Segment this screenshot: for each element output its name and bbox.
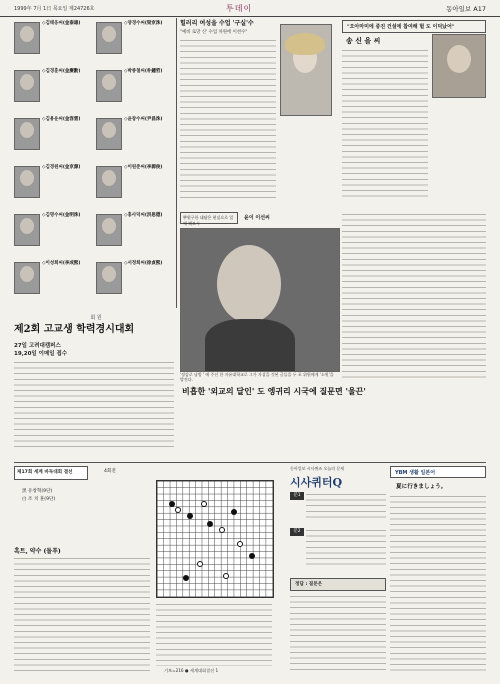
right-column-text bbox=[342, 212, 486, 380]
profile-photo bbox=[96, 166, 122, 198]
profile-card bbox=[96, 260, 172, 306]
profile-photo bbox=[14, 262, 40, 294]
interview-body bbox=[342, 48, 428, 198]
profile-name: ◇홍사덕씨(洪思德) bbox=[124, 213, 163, 218]
profile-card bbox=[96, 164, 172, 210]
profile-card bbox=[96, 116, 172, 162]
profile-name: ◇서정희씨(徐貞熙) bbox=[124, 261, 163, 266]
quiz-body bbox=[290, 594, 386, 674]
go-board bbox=[156, 480, 274, 598]
profile-photo bbox=[14, 70, 40, 102]
baduk-player-white: 白 조 치 훈(9단) bbox=[22, 497, 56, 502]
profile-photo bbox=[14, 166, 40, 198]
interviewee-photo bbox=[432, 34, 486, 98]
white-stone bbox=[223, 573, 229, 579]
quiz-q2-label: 문2 bbox=[290, 528, 304, 536]
exam-subline: 19,20일 이메일 접수 bbox=[14, 351, 68, 357]
quiz-q1-text bbox=[306, 492, 386, 522]
profile-name: ◇이성희씨(李成熙) bbox=[42, 261, 81, 266]
header-date: 1999年 7月 1日 목요일 제24726호 bbox=[14, 6, 95, 12]
profile-card bbox=[14, 260, 90, 306]
column-rule bbox=[176, 18, 177, 308]
black-stone bbox=[231, 509, 237, 515]
profile-name: ◇김용운씨(金容雲) bbox=[42, 117, 81, 122]
editorial-tag-left: 뿌원구한 대답은 현실으로 일에 해보시 bbox=[183, 215, 234, 226]
profile-card bbox=[14, 68, 90, 114]
profile-photo bbox=[96, 262, 122, 294]
profile-name: ◇이원준씨(李源俊) bbox=[124, 165, 163, 170]
quiz-answer-box bbox=[290, 578, 386, 591]
white-stone bbox=[219, 527, 225, 533]
article-body bbox=[180, 38, 276, 198]
baduk-round: 4회전 bbox=[104, 469, 116, 474]
feature-headline: 비흡한 '외교의 달인' 도 엥귀리 시국에 질문면 '울끈' bbox=[182, 386, 366, 396]
profile-name: ◇윤창수씨(尹昌洙) bbox=[124, 117, 163, 122]
profile-photo bbox=[96, 22, 122, 54]
feature-photo bbox=[180, 228, 340, 372]
profile-name: ◇박종철씨(朴鍾哲) bbox=[124, 69, 163, 74]
black-stone bbox=[183, 575, 189, 581]
ybm-subtitle: 夏に行きましょう。 bbox=[396, 484, 447, 490]
quiz-section bbox=[290, 466, 386, 680]
interview-tag-box bbox=[342, 20, 486, 33]
black-stone bbox=[249, 553, 255, 559]
ybm-header-box bbox=[390, 466, 486, 478]
baduk-badge: 제17회 세계 바둑대회 결선 bbox=[17, 470, 73, 475]
ybm-section bbox=[390, 466, 486, 680]
clinton-article bbox=[180, 20, 338, 210]
white-stone bbox=[237, 541, 243, 547]
quiz-q2-text bbox=[306, 528, 386, 568]
page-header bbox=[0, 0, 500, 17]
exam-announcement bbox=[14, 314, 174, 454]
baduk-notes bbox=[156, 602, 272, 666]
profile-name: ◇김경원씨(金京源) bbox=[42, 165, 81, 170]
profile-text bbox=[42, 27, 90, 65]
page-number: 동아일보 A17 bbox=[446, 5, 486, 13]
profile-name: ◇김경훈씨(金慶勳) bbox=[42, 69, 81, 74]
profiles-col-2 bbox=[96, 20, 172, 310]
quiz-answer-label: 정답 : 질문은 bbox=[295, 582, 323, 587]
profile-card bbox=[96, 212, 172, 258]
exam-body bbox=[14, 360, 174, 450]
profile-name: ◇김명수씨(金明洙) bbox=[42, 213, 81, 218]
baduk-commentary bbox=[14, 556, 150, 674]
exam-label: 회 원 bbox=[90, 315, 102, 321]
article-subhead: "예비 로망 신' 수업 차원에 이천수" bbox=[180, 30, 248, 35]
interviewee-name: 송 신 을 씨 bbox=[346, 36, 381, 45]
profile-card bbox=[14, 20, 90, 66]
section-title: 투데이 bbox=[226, 4, 253, 13]
interview-article bbox=[342, 20, 486, 210]
profile-photo bbox=[96, 118, 122, 150]
profile-card bbox=[96, 20, 172, 66]
profile-card bbox=[14, 116, 90, 162]
profile-name: ◇양경수씨(梁京洙) bbox=[124, 21, 163, 26]
white-stone bbox=[175, 507, 181, 513]
section-rule bbox=[14, 462, 486, 463]
profile-photo bbox=[14, 118, 40, 150]
profile-photo bbox=[96, 214, 122, 246]
quiz-title: 시사퀴터Q bbox=[290, 476, 343, 489]
black-stone bbox=[187, 513, 193, 519]
profile-card bbox=[96, 68, 172, 114]
profile-name: ◇김태웅씨(金泰雄) bbox=[42, 21, 81, 26]
black-stone bbox=[169, 501, 175, 507]
white-stone bbox=[201, 501, 207, 507]
baduk-footnote: 기보=216 ● 세계대회결선 1 bbox=[164, 668, 219, 673]
black-stone bbox=[207, 521, 213, 527]
quiz-header: 동아일보 시사퀴즈 오늘의 문제 bbox=[290, 466, 345, 471]
ybm-header: YBM 생활 일본어 bbox=[395, 470, 436, 476]
white-stone bbox=[197, 561, 203, 567]
profile-photo bbox=[14, 214, 40, 246]
editorial-tag-right: 윤이 이선씨 bbox=[244, 215, 270, 221]
profile-photo bbox=[96, 70, 122, 102]
ybm-body bbox=[390, 494, 486, 674]
baduk-section-title: 흑트, 약수 (돌푸) bbox=[14, 548, 61, 555]
editorial-tag-box bbox=[180, 212, 238, 224]
editorial-tag bbox=[180, 212, 338, 224]
baduk-badge-box bbox=[14, 466, 88, 480]
baduk-player-black: 黑 유창혁(9단) bbox=[22, 489, 53, 494]
clinton-photo bbox=[280, 24, 332, 116]
profile-card bbox=[14, 212, 90, 258]
profile-photo bbox=[14, 22, 40, 54]
article-headline: 힐러리 여성을 수업 '구실'수 bbox=[180, 20, 254, 27]
quiz-q1-label: 문1 bbox=[290, 492, 304, 500]
interview-tag: "오아마미에 중진 건설에 참여해 헐 도 이딕났어" bbox=[347, 24, 455, 30]
baduk-section bbox=[14, 466, 286, 680]
profiles-col-1 bbox=[14, 20, 90, 310]
photo-caption: '정감로 남방 ' 에 주선 한 자유대학교로 그가 자삽을 것된 글들을 두 포 위원에게 '소원'을 발전다. bbox=[180, 372, 334, 382]
exam-date: 27일 고려대캠퍼스 bbox=[14, 343, 61, 349]
profile-card bbox=[14, 164, 90, 210]
exam-title: 제2회 고교생 학력경시대회 bbox=[14, 324, 135, 335]
